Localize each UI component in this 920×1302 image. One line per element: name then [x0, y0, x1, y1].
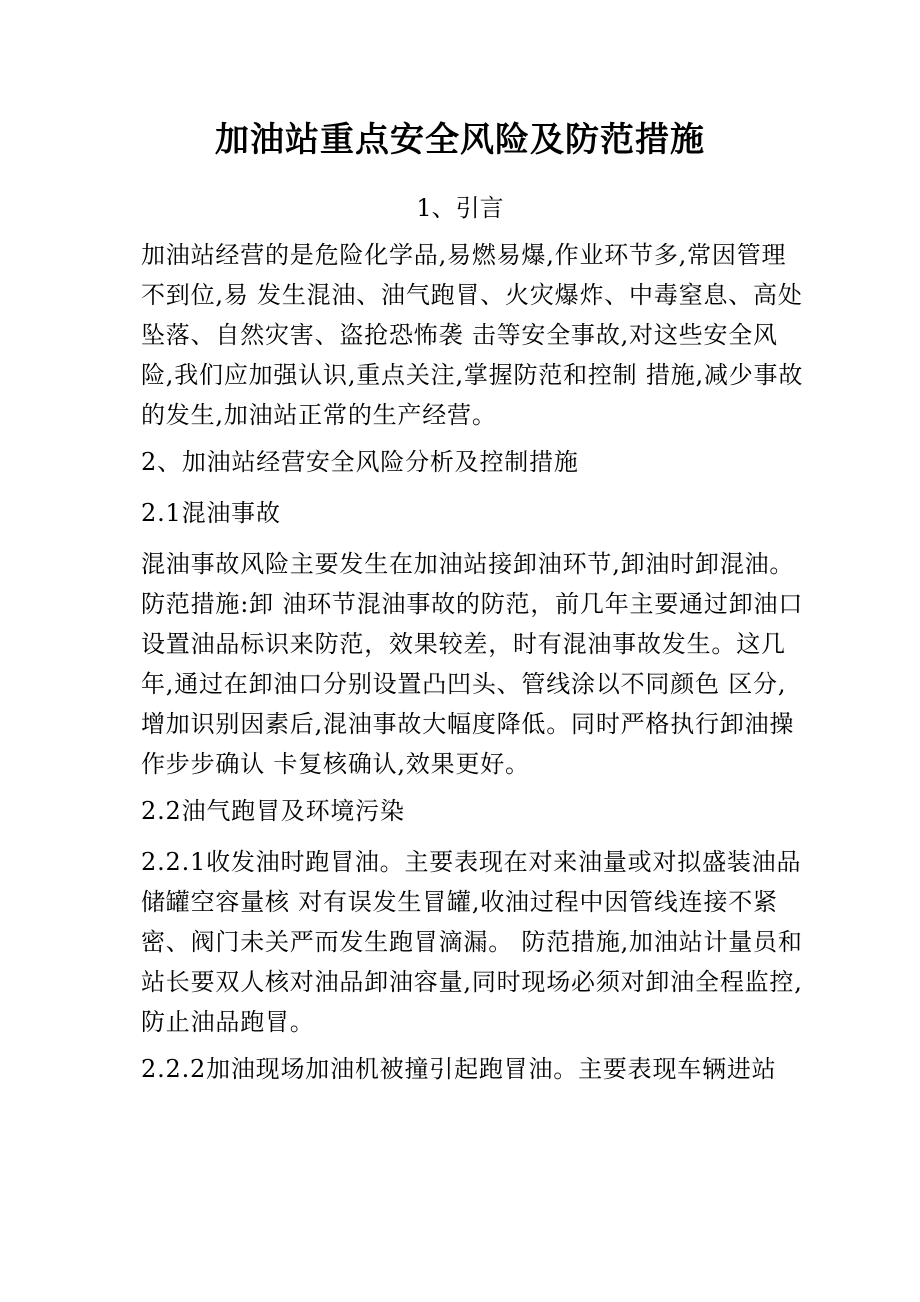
intro-heading: 1、引言: [416, 194, 504, 222]
document-body: [141, 235, 809, 1096]
section-2-2-1-paragraph: 2.2.1收发油时跑冒油。主要表现在对来油量或对拟盛装油品储罐空容量核 对有误发生冒罐,收油过程中因管线连接不紧密、阀门未关严而发生跑冒滴漏。 防范措施,加油站计量员和站长要双人核对油品卸油容量,同时现场必须对卸油全程监控,防止油品跑冒。: [141, 848, 803, 1036]
document-title: 加油站重点安全风险及防范措施: [215, 120, 705, 160]
intro-paragraph: 加油站经营的是危险化学品,易燃易爆,作业环节多,常因管理不到位,易 发生混油、油气跑冒、火灾爆炸、中毒窒息、高处坠落、自然灾害、盗抢恐怖袭 击等安全事故,对这些安全风险,我们应加强认识,重点关注,掌握防范和控制 措施,减少事故的发生,加油站正常的生产经营。: [141, 241, 804, 429]
section-2-2-heading: 2.2油气跑冒及环境污染: [141, 797, 405, 825]
section-2-1-heading: 2.1混油事故: [141, 499, 281, 527]
section-2-2-2-paragraph: 2.2.2加油现场加油机被撞引起跑冒油。主要表现车辆进站: [141, 1055, 777, 1083]
section-2-1-paragraph: 混油事故风险主要发生在加油站接卸油环节,卸油时卸混油。防范措施:卸 油环节混油事故的防范，前几年主要通过卸油口设置油品标识来防范，效果较差，时有混油事故发生。这几年,通过在卸油口分别设置凸凹头、管线涂以不同颜色 区分,增加识别因素后,混油事故大幅度降低。同时严格执行卸油操作步步确认 卡复核确认,效果更好。: [141, 550, 804, 778]
section-2-heading: 2、加油站经营安全风险分析及控制措施: [141, 448, 579, 476]
